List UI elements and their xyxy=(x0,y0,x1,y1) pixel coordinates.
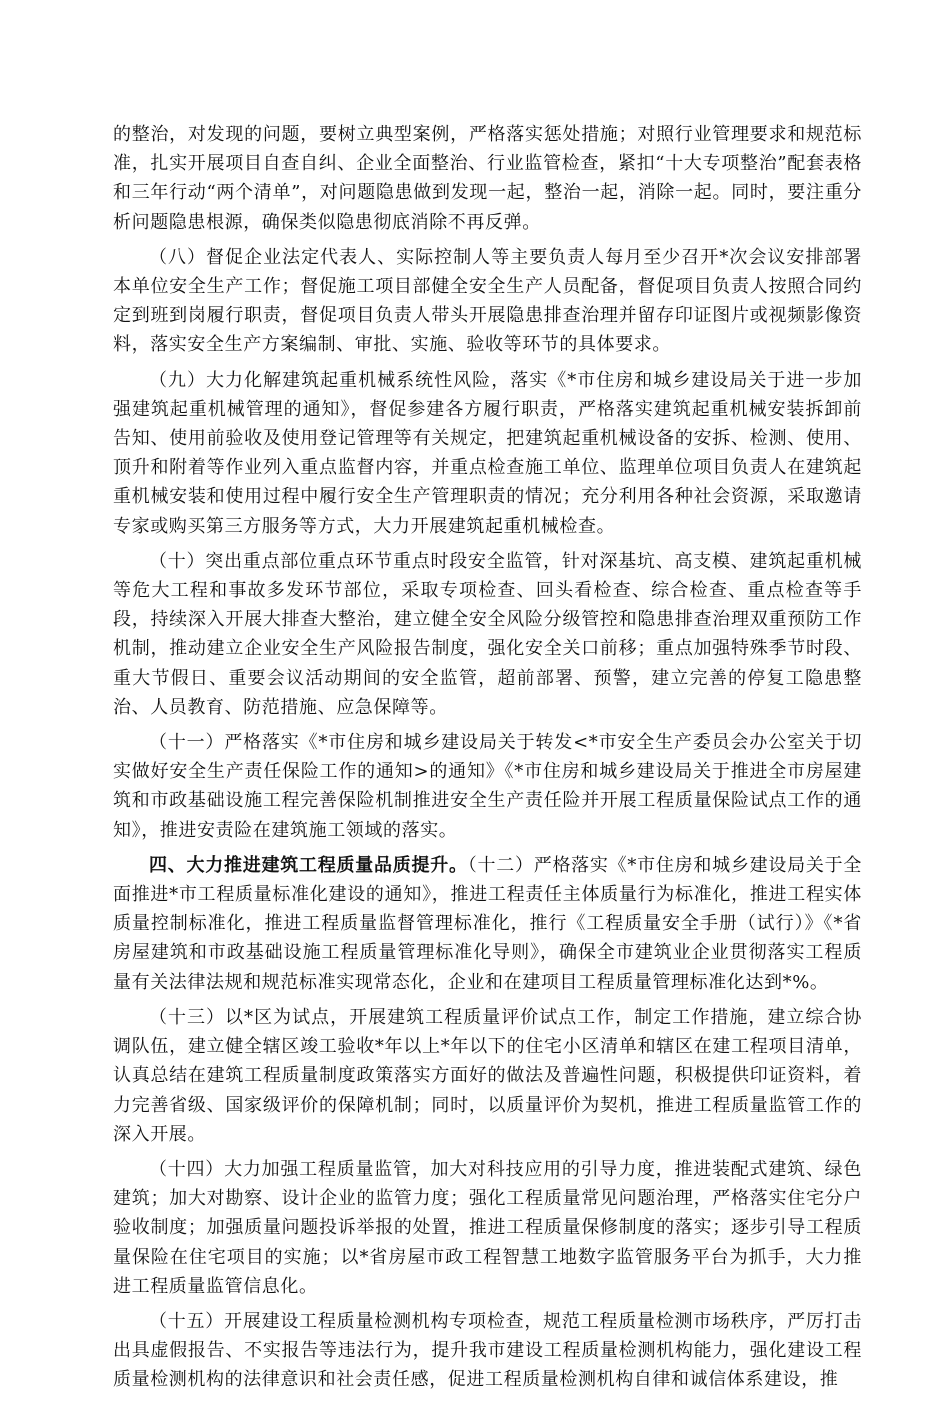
paragraph-item-14: （十四）大力加强工程质量监管，加大对科技应用的引导力度，推进装配式建筑、绿色建筑；加大对勘察、设计企业的监管力度；强化工程质量常见问题治理，严格落实住宅分户验收制度；加强质量问题投诉举报的处置，推进工程质量保修制度的落实；逐步引导工程质量保险在住宅项目的实施；以*省房屋市政工程智慧工地数字监管服务平台为抓手，大力推进工程质量监管信息化。 xyxy=(113,1158,862,1297)
paragraph-item-11: （十一）严格落实《*市住房和城乡建设局关于转发<*市安全生产委员会办公室关于切实做好安全生产责任保险工作的通知>的通知》《*市住房和城乡建设局关于推进全市房屋建筑和市政基础设施工程完善保险机制推进安全生产责任险并开展工程质量保险试点工作的通知》，推进安责险在建筑施工领域的落实。 xyxy=(113,732,862,841)
paragraph-item-10: （十）突出重点部位重点环节重点时段安全监管，针对深基坑、高支模、建筑起重机械等危大工程和事故多发环节部位，采取专项检查、回头看检查、综合检查、重点检查等手段，持续深入开展大排查大整治，建立健全安全风险分级管控和隐患排查治理双重预防工作机制，推动建立企业安全生产风险报告制度，强化安全关口前移；重点加强特殊季节时段、重大节假日、重要会议活动期间的安全监管，超前部署、预警，建立完善的停复工隐患整治、人员教育、防范措施、应急保障等。 xyxy=(113,550,862,718)
paragraph-item-15: （十五）开展建设工程质量检测机构专项检查，规范工程质量检测市场秩序，严厉打击出具虚假报告、不实报告等违法行为，提升我市建设工程质量检测机构能力，强化建设工程质量检测机构的法律意识和社会责任感，促进工程质量检测机构自律和诚信体系建设，推 xyxy=(113,1310,862,1391)
section-heading: 四、大力推进建筑工程质量品质提升。 xyxy=(149,854,468,876)
paragraph-item-8: （八）督促企业法定代表人、实际控制人等主要负责人每月至少召开*次会议安排部署本单位安全生产工作；督促施工项目部健全安全生产人员配备，督促项目负责人按照合同约定到班到岗履行职责，督促项目负责人带头开展隐患排查治理并留存印证图片或视频影像资料，落实安全生产方案编制、审批、实施、验收等环节的具体要求。 xyxy=(113,246,862,356)
paragraph-item-12: （十二）严格落实《*市住房和城乡建设局关于全面推进*市工程质量标准化建设的通知》，推进工程责任主体质量行为标准化，推进工程实体质量控制标准化，推进工程质量监督管理标准化，推行《工程质量安全手册（试行）》《*省房屋建筑和市政基础设施工程质量管理标准化导则》，确保全市建筑业企业贯彻落实工程质量有关法律法规和规范标准实现常态化，企业和在建项目工程质量管理标准化达到*%。 xyxy=(113,854,862,993)
document-body xyxy=(113,120,862,1401)
paragraph-item-13: （十三）以*区为试点，开展建筑工程质量评价试点工作，制定工作措施，建立综合协调队伍，建立健全辖区竣工验收*年以上*年以下的住宅小区清单和辖区在建工程项目清单，认真总结在建筑工程质量制度政策落实方面好的做法及普遍性问题，积极提供印证资料，着力完善省级、国家级评价的保障机制；同时，以质量评价为契机，推进工程质量监管工作的深入开展。 xyxy=(113,1006,862,1145)
paragraph-item-9: （九）大力化解建筑起重机械系统性风险，落实《*市住房和城乡建设局关于进一步加强建筑起重机械管理的通知》，督促参建各方履行职责，严格落实建筑起重机械安装拆卸前告知、使用前验收及使用登记管理等有关规定，把建筑起重机械设备的安拆、检测、使用、顶升和附着等作业列入重点监督内容，并重点检查施工单位、监理单位项目负责人在建筑起重机械安装和使用过程中履行安全生产管理职责的情况；充分利用各种社会资源，采取邀请专家或购买第三方服务等方式，大力开展建筑起重机械检查。 xyxy=(113,369,862,537)
paragraph-continuation: 的整治，对发现的问题，要树立典型案例，严格落实惩处措施；对照行业管理要求和规范标准，扎实开展项目自查自纠、企业全面整治、行业监管检查，紧扣“十大专项整治”配套表格和三年行动“两个清单”，对问题隐患做到发现一起，整治一起，消除一起。同时，要注重分析问题隐患根源，确保类似隐患彻底消除不再反弹。 xyxy=(113,124,862,233)
section-four-paragraph xyxy=(113,851,862,997)
